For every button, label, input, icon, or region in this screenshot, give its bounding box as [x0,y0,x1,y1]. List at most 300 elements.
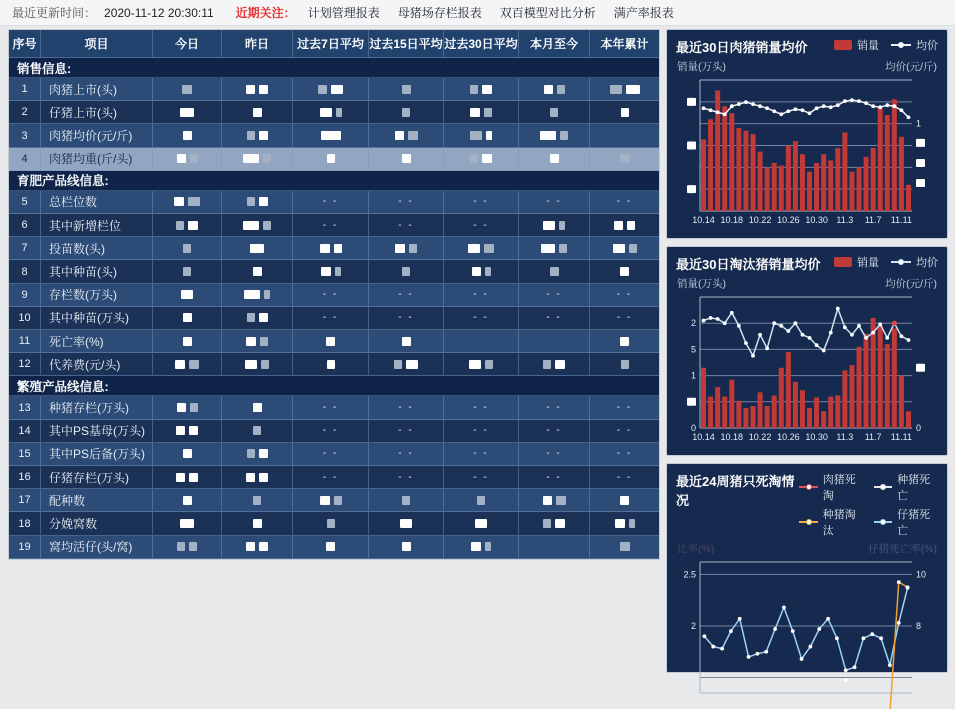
redaction-block [559,244,567,253]
cell-redacted [444,536,519,559]
cell-redacted [369,124,444,147]
cell-redacted [590,237,659,260]
charts-panel [666,29,948,683]
x-axis-tick: 10.18 [720,215,744,225]
row-item-name: 其中PS基母(万头) [41,420,153,443]
x-axis-tick: 10.26 [777,432,800,442]
y-axis-label-left: 比率(%) [677,543,715,555]
cell-redacted [590,330,659,353]
redaction-block [321,131,341,140]
redaction-block [247,131,255,140]
redaction-block [402,337,411,346]
chart-title: 最近24周猪只死淘情况 [676,474,795,508]
cell-dashes: - - [519,466,590,489]
row-number: 5 [9,191,41,214]
table-row-4[interactable] [9,148,659,171]
chart-card-3 [666,463,948,683]
cell-redacted [444,101,519,124]
legend-item[interactable] [834,254,879,270]
table-row-17[interactable] [9,489,659,512]
column-header: 序号 [9,30,41,58]
redaction-block [259,542,268,551]
row-item-name: 肉猪均价(元/斤) [41,124,153,147]
table-row-5[interactable] [9,191,659,214]
cell-dashes: - - [293,307,369,330]
table-row-18[interactable] [9,512,659,535]
cell-redacted [444,78,519,101]
cell-redacted [369,78,444,101]
redaction-block [555,360,565,369]
row-item-name: 总栏位数 [41,191,153,214]
redaction-block [181,290,193,299]
row-number: 7 [9,237,41,260]
cell-dashes: - - [444,307,519,330]
legend-label: 肉猪死淘 [822,474,856,502]
redaction-block [629,244,637,253]
row-item-name: 窝均活仔(头/窝) [41,536,153,559]
row-number: 1 [9,78,41,101]
redaction-block [247,449,255,458]
legend-item[interactable] [834,37,879,53]
redaction-block [620,267,629,276]
redaction-block [615,519,625,528]
x-axis-tick: 10.18 [720,432,744,442]
table-row-16[interactable] [9,466,659,489]
cell-dashes: - - [293,443,369,466]
redaction-block [177,542,185,551]
cell-dashes: - - [590,420,659,443]
cell-redacted [293,489,369,512]
redaction-block [402,496,410,505]
cell-dashes: - - [369,443,444,466]
chart-legend [834,254,938,270]
redaction-block [620,542,630,551]
column-header: 昨日 [222,30,293,58]
column-header: 过去15日平均 [369,30,444,58]
cell-redacted [222,443,293,466]
redaction-block [244,290,260,299]
cell-redacted [222,124,293,147]
row-item-name: 死亡率(%) [41,330,153,353]
cell-redacted [153,396,222,419]
x-axis-tick: 11.7 [864,432,882,442]
redaction-block [620,496,629,505]
column-header: 本月至今 [519,30,590,58]
redaction-block [320,244,330,253]
cell-redacted [590,512,659,535]
cell-redacted [222,260,293,283]
row-number: 14 [9,420,41,443]
legend-item[interactable] [874,471,938,503]
nav-report-link-2[interactable]: 母猪场存栏报表 [397,6,482,20]
redaction-block [556,496,566,505]
redaction-block [246,85,255,94]
cell-dashes: - - [444,396,519,419]
section-header-row: 繁殖产品线信息: [9,376,659,396]
cell-dashes: - - [369,307,444,330]
redaction-block [469,360,481,369]
redaction-block [253,403,262,412]
cell-dashes: - - [519,396,590,419]
redaction-block [318,85,327,94]
cell-redacted [222,353,293,376]
redaction-block [485,360,493,369]
redaction-block [627,221,635,230]
redaction-block [188,197,200,206]
cell-redacted [590,489,659,512]
chart-legend [799,471,938,538]
line-marker-icon [799,521,818,523]
cell-redacted [590,148,659,171]
row-number: 15 [9,443,41,466]
redaction-block [394,360,402,369]
x-axis-tick: 10.14 [692,215,715,225]
row-number: 10 [9,307,41,330]
legend-item[interactable] [799,471,863,503]
nav-report-link-4[interactable]: 满产率报表 [613,6,674,20]
row-item-name: 肉猪上市(头) [41,78,153,101]
redaction-block [336,108,342,117]
legend-item[interactable] [891,37,938,53]
redaction-block [180,108,194,117]
redaction-block [243,221,259,230]
cell-redacted [153,512,222,535]
redaction-block [259,85,268,94]
redaction-block [485,542,491,551]
cell-dashes: - - [444,214,519,237]
nav-report-link-1[interactable]: 计划管理报表 [307,6,380,20]
redaction-block [180,519,194,528]
redaction-block [543,519,551,528]
cell-redacted [222,536,293,559]
redaction-block [183,337,192,346]
cell-dashes: - - [369,214,444,237]
redaction-block [245,360,257,369]
redaction-block [475,519,487,528]
line-marker-icon [874,521,893,523]
cell-empty [519,330,590,353]
x-axis-tick: 10.14 [692,432,715,442]
redaction-block [327,519,335,528]
row-number: 6 [9,214,41,237]
line-marker-icon [799,486,818,488]
redaction-block [626,85,640,94]
row-item-name: 其中PS后备(万头) [41,443,153,466]
redaction-block [557,85,565,94]
cell-redacted [369,353,444,376]
redaction-block [402,85,411,94]
update-time-value: 2020-11-12 20:30:11 [104,5,214,20]
cell-redacted [369,536,444,559]
cell-dashes: - - [369,396,444,419]
nav-report-link-3[interactable]: 双百模型对比分析 [499,6,596,20]
cell-redacted [222,191,293,214]
redaction-block [470,154,478,163]
table-row-14[interactable] [9,420,659,443]
x-axis-tick: 11.3 [836,432,854,442]
redaction-block [183,244,191,253]
cell-redacted [519,148,590,171]
redaction-block [246,473,255,482]
row-number: 18 [9,512,41,535]
redaction-block [326,542,335,551]
table-row-11[interactable] [9,330,659,353]
table-row-8[interactable] [9,260,659,283]
cell-redacted [369,260,444,283]
x-axis-tick: 10.30 [805,215,828,225]
redaction-block [253,519,262,528]
redaction-block [544,85,553,94]
cell-redacted [590,353,659,376]
redaction-block [261,360,269,369]
redaction-block [402,108,410,117]
redaction-block [320,108,332,117]
table-row-2[interactable] [9,101,659,124]
section-header-row: 销售信息: [9,58,659,78]
cell-redacted [153,489,222,512]
chart-card-1 [666,29,948,239]
cell-redacted [222,237,293,260]
table-row-9[interactable] [9,284,659,307]
cell-dashes: - - [293,396,369,419]
cell-redacted [519,101,590,124]
redaction-block [402,267,410,276]
cell-dashes: - - [444,284,519,307]
cell-redacted [153,191,222,214]
redaction-block [177,154,186,163]
redaction-block [550,267,559,276]
redaction-block [486,131,492,140]
cell-redacted [153,260,222,283]
redaction-block [540,131,556,140]
line-marker-icon [891,261,911,263]
y-axis-label-right: 均价(元/斤) [885,61,937,73]
cell-empty [519,536,590,559]
cell-redacted [293,124,369,147]
cell-dashes: - - [444,420,519,443]
redaction-block [253,426,261,435]
row-number: 12 [9,353,41,376]
redaction-block [334,244,342,253]
redaction-block [621,360,629,369]
legend-label: 销量 [857,257,879,269]
recent-focus-label: 近期关注： [235,6,296,20]
cell-redacted [293,330,369,353]
table-row-7[interactable] [9,237,659,260]
row-number: 9 [9,284,41,307]
redaction-block [331,85,343,94]
redaction-block [176,221,184,230]
redaction-block [188,221,198,230]
cell-redacted [444,237,519,260]
table-row-10[interactable] [9,307,659,330]
legend-label: 均价 [916,40,938,52]
redaction-block [550,154,559,163]
redaction-block [259,449,268,458]
cell-redacted [222,148,293,171]
line-marker-icon [874,486,893,488]
cell-redacted [444,353,519,376]
svg-text:1: 1 [916,118,922,129]
redaction-block [395,244,405,253]
row-item-name: 分娩窝数 [41,512,153,535]
report-nav [308,4,674,21]
cell-redacted [153,307,222,330]
cell-redacted [293,101,369,124]
cell-redacted [519,512,590,535]
svg-text:0: 0 [916,423,922,433]
redaction-block [470,85,478,94]
redaction-block [477,496,485,505]
table-row-12[interactable] [9,353,659,376]
redaction-block [620,154,630,163]
y-axis-label-right: 均价(元/斤) [885,278,937,290]
cell-dashes: - - [444,466,519,489]
table-row-1[interactable] [9,78,659,101]
redaction-block [183,313,192,322]
redaction-block [182,85,192,94]
cell-redacted [222,78,293,101]
legend-label: 仔猪死亡 [897,509,931,537]
svg-text:10: 10 [916,569,927,580]
cell-dashes: - - [590,466,659,489]
redaction-block [246,337,256,346]
redaction-block [472,267,481,276]
redaction-block [327,154,335,163]
cell-dashes: - - [590,307,659,330]
cell-redacted [519,353,590,376]
report-table [8,29,660,560]
cell-redacted [153,237,222,260]
redaction-block [541,244,555,253]
redaction-block [327,360,335,369]
row-number: 8 [9,260,41,283]
cell-redacted [369,330,444,353]
x-axis-tick: 10.30 [805,432,828,442]
legend-item[interactable] [891,254,938,270]
redaction-block [183,496,192,505]
table-row-6[interactable] [9,214,659,237]
cell-redacted [444,489,519,512]
cell-redacted [590,78,659,101]
redaction-block [259,313,268,322]
cell-redacted [444,260,519,283]
cell-redacted [369,148,444,171]
redaction-block [253,108,262,117]
column-header: 过去30日平均 [444,30,519,58]
cell-dashes: - - [293,191,369,214]
cell-redacted [153,330,222,353]
svg-text:6: 6 [916,672,922,683]
cell-dashes: - - [444,443,519,466]
redaction-block [247,197,255,206]
row-number: 19 [9,536,41,559]
legend-label: 种猪淘汰 [822,509,856,537]
x-axis-tick: 10.22 [748,215,772,225]
cell-redacted [153,536,222,559]
redaction-block [543,360,551,369]
redaction-block [259,197,268,206]
cell-redacted [222,330,293,353]
cell-dashes: - - [293,466,369,489]
cell-redacted [590,101,659,124]
table-row-19[interactable] [9,536,659,559]
x-axis-tick: 10.22 [748,432,772,442]
row-item-name: 仔猪上市(头) [41,101,153,124]
cell-empty [590,124,659,147]
cell-redacted [222,466,293,489]
cell-redacted [153,214,222,237]
redaction-block [409,244,417,253]
chart-title: 最近30日肉猪销量均价 [676,40,808,55]
redaction-block [176,426,185,435]
row-number: 11 [9,330,41,353]
x-axis-tick: 11.3 [836,215,854,225]
cell-redacted [519,260,590,283]
redaction-block [621,108,629,117]
redaction-block [402,154,411,163]
cell-dashes: - - [369,284,444,307]
row-number: 4 [9,148,41,171]
redaction-block [484,108,492,117]
row-item-name: 其中新增栏位 [41,214,153,237]
redaction-block [174,197,184,206]
table-row-3[interactable] [9,124,659,147]
cell-dashes: - - [519,443,590,466]
redaction-block [176,473,185,482]
redaction-block [400,519,412,528]
redaction-block [482,154,492,163]
redaction-block [263,154,271,163]
cell-redacted [369,512,444,535]
cell-redacted [222,214,293,237]
y-axis-label-left: 销量(万头) [677,278,726,290]
redaction-block [264,290,270,299]
redaction-block [175,360,185,369]
cell-dashes: - - [369,191,444,214]
legend-item[interactable] [799,506,863,538]
cell-redacted [222,489,293,512]
redaction-block [402,542,411,551]
table-row-13[interactable] [9,396,659,419]
row-number: 17 [9,489,41,512]
redaction-block [543,221,555,230]
legend-label: 均价 [916,257,938,269]
table-row-15[interactable] [9,443,659,466]
cell-dashes: - - [369,420,444,443]
column-header: 本年累计 [590,30,659,58]
cell-redacted [153,284,222,307]
x-axis-tick: 10.26 [777,215,800,225]
cell-empty [444,330,519,353]
redaction-block [190,403,198,412]
cell-dashes: - - [590,284,659,307]
y-axis-label-right: 仔猪死亡率(%) [868,543,937,555]
cell-redacted [153,78,222,101]
cell-dashes: - - [444,191,519,214]
line-marker-icon [891,44,911,46]
cell-redacted [293,353,369,376]
redaction-block [263,221,271,230]
cell-dashes: - - [519,307,590,330]
redaction-block [613,244,625,253]
column-header: 项目 [41,30,153,58]
row-item-name: 肉猪均重(斤/头) [41,148,153,171]
legend-item[interactable] [874,506,938,538]
cell-redacted [293,237,369,260]
cell-dashes: - - [293,284,369,307]
cell-redacted [369,489,444,512]
